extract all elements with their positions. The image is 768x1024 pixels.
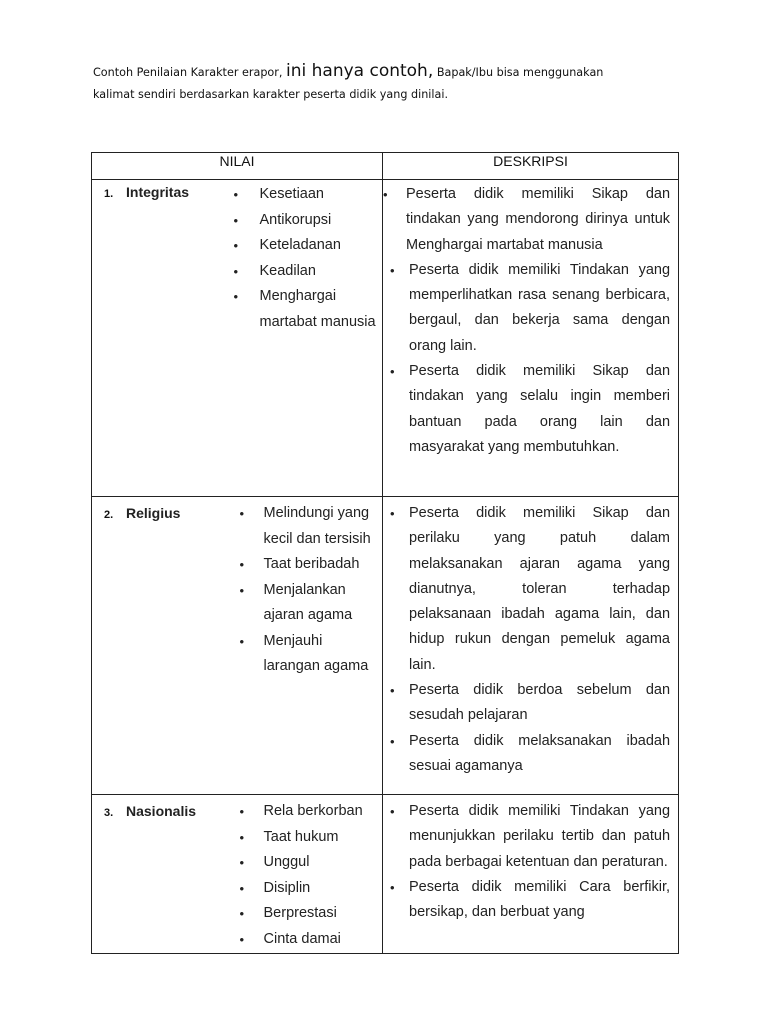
value-item: • Menghargai martabat manusia (260, 284, 383, 335)
value-item: • Kesetiaan (260, 182, 383, 208)
description-item: • Peserta didik memiliki Tindakan yang memperlihatkan rasa senang berbicara, bergaul, dan bekerja sama dengan orang lain. (383, 258, 678, 359)
category-cell (92, 795, 228, 954)
description-item: • Peserta didik melaksanakan ibadah sesuai agamanya (383, 729, 678, 780)
category-cell (92, 497, 228, 795)
intro-line2: kalimat sendiri berdasarkan karakter peserta didik yang dinilai. (93, 88, 449, 101)
value-item: • Melindungi yang kecil dan tersisih (264, 501, 383, 552)
description-item: • Peserta didik memiliki Tindakan yang menunjukkan perilaku tertib dan patuh pada berbagai ketentuan dan peraturan. (383, 799, 678, 875)
intro-part2: Bapak/Ibu bisa menggunakan (436, 66, 604, 79)
header-nilai: NILAI (92, 153, 383, 180)
category-name: Integritas (126, 184, 190, 200)
values-cell (228, 180, 383, 497)
value-item: • Keadilan (260, 259, 383, 285)
category-name: Religius (126, 505, 181, 521)
category-cell (92, 180, 228, 497)
value-item: • Cinta damai (264, 927, 383, 953)
description-cell (383, 180, 679, 497)
values-cell (228, 795, 383, 954)
intro-text (93, 60, 693, 106)
value-item: • Antikorupsi (260, 208, 383, 234)
category-name: Nasionalis (126, 803, 197, 819)
table-header-row (92, 153, 679, 180)
description-item: • Peserta didik memiliki Sikap dan tindakan yang mendorong dirinya untuk Menghargai martabat manusia (383, 182, 678, 258)
character-table (91, 152, 679, 954)
row-number: 2. (104, 509, 114, 521)
intro-emphasis: ini hanya contoh, (286, 61, 434, 81)
value-item: • Taat beribadah (264, 552, 383, 578)
table-row (92, 180, 679, 497)
value-item: • Rela berkorban (264, 799, 383, 825)
row-number: 3. (104, 807, 114, 819)
table-row (92, 497, 679, 795)
value-item: • Keteladanan (260, 233, 383, 259)
value-item: • Disiplin (264, 876, 383, 902)
description-cell (383, 795, 679, 954)
values-cell (228, 497, 383, 795)
description-item: • Peserta didik memiliki Cara berfikir, bersikap, dan berbuat yang (383, 875, 678, 926)
table-row (92, 795, 679, 954)
value-item: • Berprestasi (264, 901, 383, 927)
description-item: • Peserta didik berdoa sebelum dan sesudah pelajaran (383, 678, 678, 729)
intro-part1: Contoh Penilaian Karakter erapor, (93, 66, 283, 79)
description-cell (383, 497, 679, 795)
value-item: • Taat hukum (264, 825, 383, 851)
description-item: • Peserta didik memiliki Sikap dan perilaku yang patuh dalam melaksanakan ajaran agama yang dianutnya, toleran terhadap pelaksanaan ibadah agama lain, dan hidup rukun dengan pemeluk agama lain. (383, 501, 678, 678)
value-item: • Unggul (264, 850, 383, 876)
header-deskripsi: DESKRIPSI (383, 153, 679, 180)
row-number: 1. (104, 188, 114, 200)
value-item: • Menjalankan ajaran agama (264, 578, 383, 629)
description-item: • Peserta didik memiliki Sikap dan tindakan yang selalu ingin memberi bantuan pada orang lain dan masyarakat yang membutuhkan. (383, 359, 678, 460)
value-item: • Menjauhi larangan agama (264, 629, 383, 680)
